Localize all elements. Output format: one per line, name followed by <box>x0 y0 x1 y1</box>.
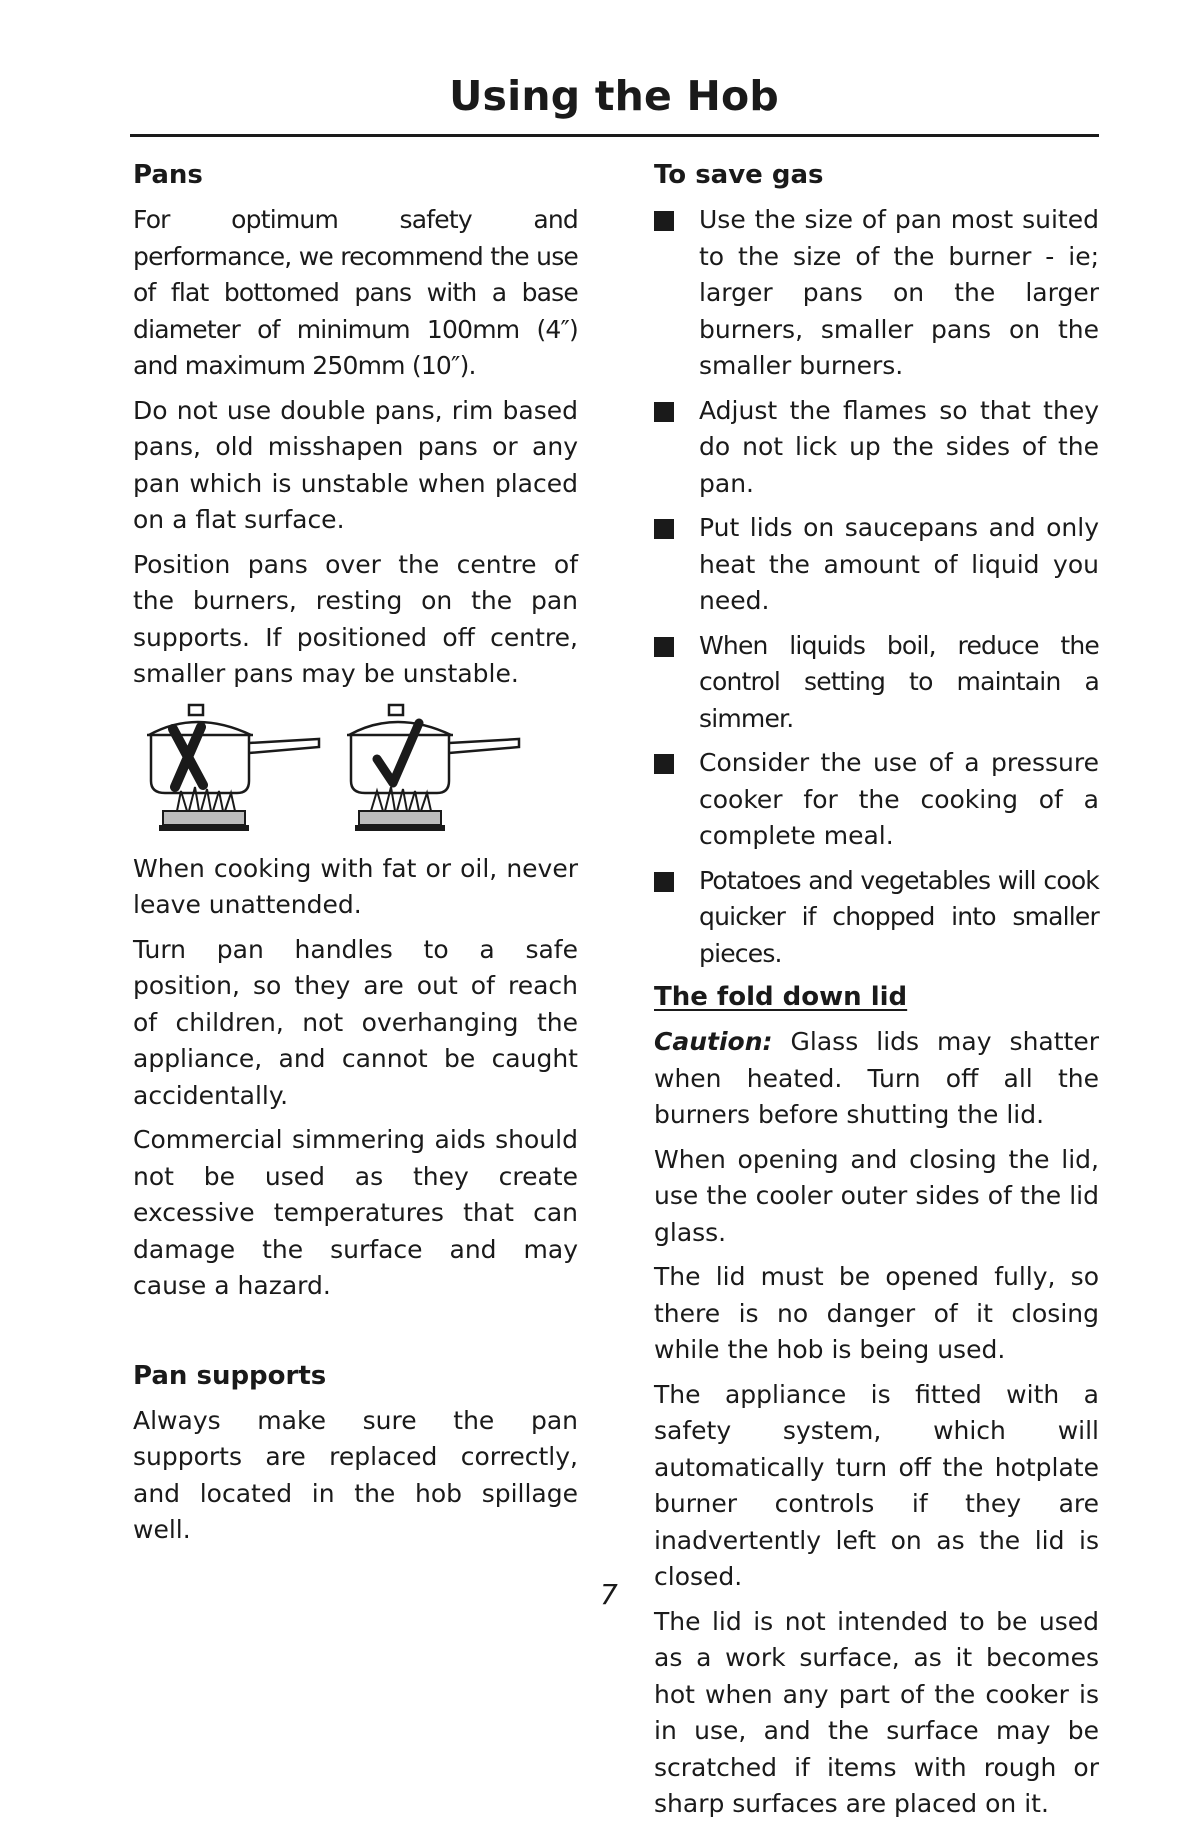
list-item: Use the size of pan most suited to the size of the burner - ie; larger pans on the larger burners, smaller pans on the smaller burners. <box>654 202 1099 385</box>
square-bullet-icon <box>654 754 674 774</box>
save-gas-heading: To save gas <box>654 160 824 190</box>
square-bullet-icon <box>654 872 674 892</box>
page-title: Using the Hob <box>449 72 779 120</box>
pans-paragraph: Commercial simmering aids should not be used as they create excessive temperatures that can damage the surface and may cause a hazard. <box>133 1125 578 1300</box>
save-gas-list <box>654 202 1099 972</box>
square-bullet-icon <box>654 519 674 539</box>
caution-label: Caution: <box>654 1027 773 1056</box>
pans-paragraph: Position pans over the centre of the burners, resting on the pan supports. If positioned off centre, smaller pans may be unstable. <box>133 549 578 688</box>
square-bullet-icon <box>654 637 674 657</box>
lid-paragraph: When opening and closing the lid, use the cooler outer sides of the lid glass. <box>654 1144 1099 1247</box>
page-number: 7 <box>600 1578 618 1611</box>
lid-paragraph: The lid is not intended to be used as a work surface, as it becomes hot when any part of the cooker is in use, and the surface may be scratched if items with rough or sharp surfaces are placed on it. <box>654 1606 1099 1818</box>
pan-supports-heading: Pan supports <box>133 1360 327 1391</box>
pan-position-illustration <box>141 701 578 841</box>
left-column <box>133 152 578 1557</box>
list-item: Adjust the flames so that they do not lick up the sides of the pan. <box>654 393 1099 503</box>
caution-paragraph: Caution: Glass lids may shatter when heated. Turn off all the burners before shutting the lid. <box>654 1027 1099 1129</box>
title-rule <box>130 134 1099 137</box>
pans-paragraph: For optimum safety and performance, we recommend the use of flat bottomed pans with a base diameter of minimum 100mm (4″) and maximum 250mm (10″). <box>133 205 578 380</box>
square-bullet-icon <box>654 402 674 422</box>
correct-pan-illustration <box>341 701 523 841</box>
fold-lid-heading: The fold down lid <box>654 982 908 1012</box>
right-column <box>654 152 1099 1831</box>
cross-mark-icon: cross-mark-icon <box>141 700 149 702</box>
list-item: When liquids boil, reduce the control setting to maintain a simmer. <box>654 628 1099 738</box>
lid-paragraph: The appliance is fitted with a safety system, which will automatically turn off the hotplate burner controls if they are inadvertently left on as the lid is closed. <box>654 1379 1099 1591</box>
list-item: Consider the use of a pressure cooker for the cooking of a complete meal. <box>654 745 1099 855</box>
pans-paragraph: When cooking with fat or oil, never leave unattended. <box>133 853 578 919</box>
list-item: Put lids on saucepans and only heat the amount of liquid you need. <box>654 510 1099 620</box>
wrong-pan-illustration <box>141 701 323 841</box>
square-bullet-icon <box>654 211 674 231</box>
pans-heading: Pans <box>133 160 203 190</box>
list-item: Potatoes and vegetables will cook quicker if chopped into smaller pieces. <box>654 863 1099 973</box>
pans-paragraph: Do not use double pans, rim based pans, old misshapen pans or any pan which is unstable when placed on a flat surface. <box>133 395 578 534</box>
lid-paragraph: The lid must be opened fully, so there is no danger of it closing while the hob is being used. <box>654 1262 1099 1364</box>
pans-paragraph: Turn pan handles to a safe position, so they are out of reach of children, not overhanging the appliance, and cannot be caught accidentally. <box>133 934 578 1110</box>
pan-supports-paragraph: Always make sure the pan supports are replaced correctly, and located in the hob spillage well. <box>133 1405 578 1544</box>
check-mark-icon: check-mark-icon <box>341 700 350 702</box>
